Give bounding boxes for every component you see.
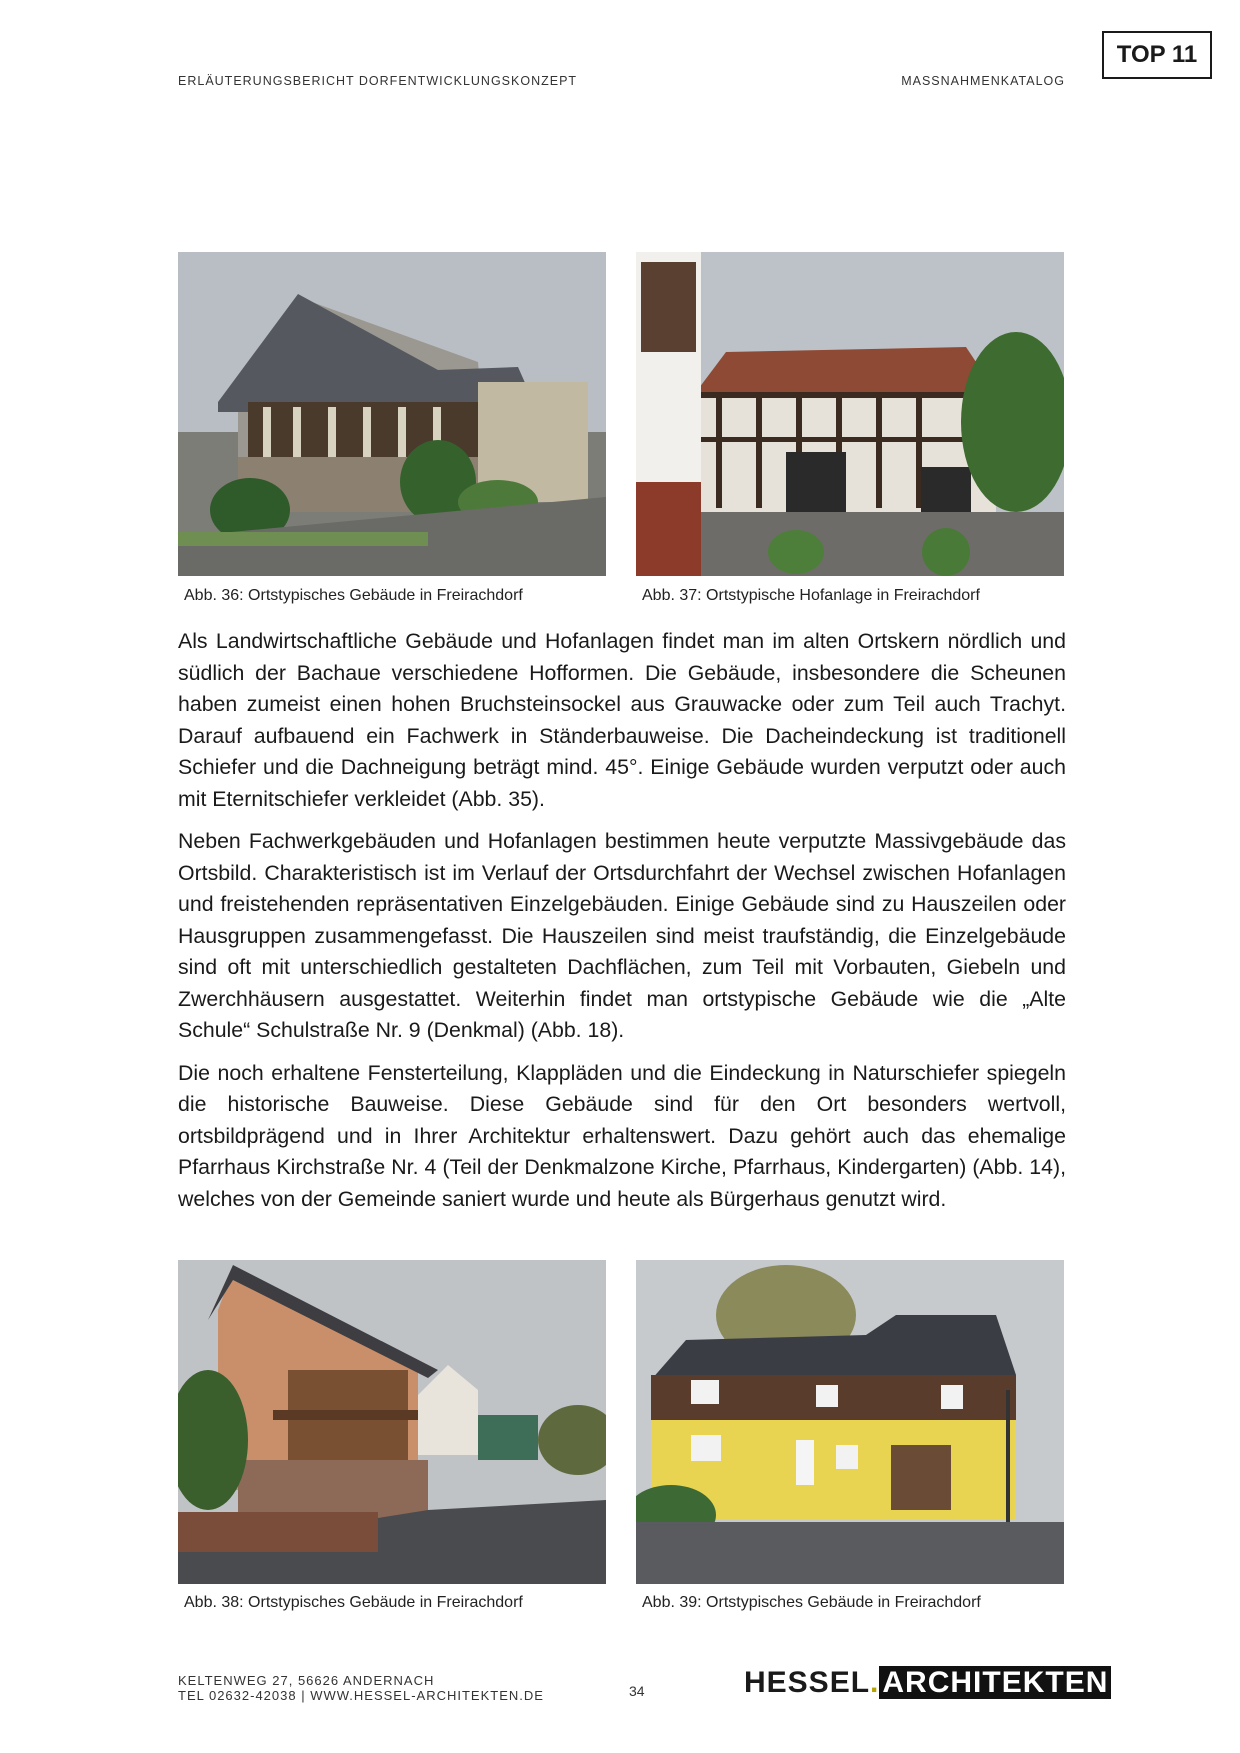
photo-yellow-house: [636, 1260, 1064, 1584]
caption-fig36: Abb. 36: Ortstypisches Gebäude in Freirachdorf: [184, 587, 523, 604]
caption-fig39: Abb. 39: Ortstypisches Gebäude in Freirachdorf: [642, 1594, 981, 1611]
page-number: 34: [629, 1683, 645, 1699]
logo-dot: .: [870, 1666, 880, 1699]
footer-address: [178, 1673, 544, 1703]
top-badge: TOP 11: [1102, 31, 1212, 79]
body-text: [178, 626, 1066, 1226]
paragraph-1: Als Landwirtschaftliche Gebäude und Hofanlagen findet man im alten Ortskern nördlich und südlich der Bachaue verschiedene Hofformen. Die Gebäude, insbesondere die Scheunen haben zumeist einen hohen Bruchsteinsockel aus Grauwacke oder zum Teil auch Trachyt. Darauf aufbauend ein Fachwerk in Ständerbauweise. Die Dacheindeckung ist traditionell Schiefer und die Dachneigung beträgt mind. 45°. Einige Gebäude wurden verputzt oder auch mit Eternitschiefer verkleidet (Abb. 35).: [178, 629, 1066, 811]
logo-text-left: HESSEL: [744, 1666, 871, 1699]
document-title: ERLÄUTERUNGSBERICHT DORFENTWICKLUNGSKONZEPT: [178, 74, 578, 88]
caption-fig38: Abb. 38: Ortstypisches Gebäude in Freirachdorf: [184, 1594, 523, 1611]
photo-street-house: [178, 1260, 606, 1584]
footer-contact-line: TEL 02632-42038 | WWW.HESSEL-ARCHITEKTEN.DE: [178, 1688, 544, 1703]
paragraph-3: Die noch erhaltene Fensterteilung, Klappläden und die Eindeckung in Naturschiefer spiegeln die historische Bauweise. Diese Gebäude sind für den Ort besonders wertvoll, ortsbildprägend und in Ihrer Architektur erhaltenswert. Dazu gehört auch das ehemalige Pfarrhaus Kirchstraße Nr. 4 (Teil der Denkmalzone Kirche, Pfarrhaus, Kindergarten) (Abb. 14), welches von der Gemeinde saniert wurde und heute als Bürgerhaus genutzt wird.: [178, 1060, 1066, 1211]
photo-farmstead: [636, 252, 1064, 576]
company-logo: [744, 1666, 1111, 1700]
paragraph-2: Neben Fachwerkgebäuden und Hofanlagen bestimmen heute verputzte Massivgebäude das Ortsbild. Charakteristisch ist im Verlauf der Ortsdurchfahrt der Wechsel zwischen Hofanlagen und freistehenden repräsentativen Einzelgebäuden. Einige Gebäude sind zu Hauszeilen oder Hausgruppen zusammengefasst. Die Hauszeilen sind meist traufständig, die Einzelgebäude sind oft mit unterschiedlich gestalteten Dachflächen, zum Teil mit Vorbauten, Giebeln und Zwerchhäusern ausgestattet. Weiterhin findet man ortstypische Gebäude wie die „Alte Schule“ Schulstraße Nr. 9 (Denkmal) (Abb. 18).: [178, 829, 1066, 1042]
photo-half-timbered-barn: [178, 252, 606, 576]
footer-address-line: KELTENWEG 27, 56626 ANDERNACH: [178, 1673, 435, 1688]
caption-fig37: Abb. 37: Ortstypische Hofanlage in Freirachdorf: [642, 587, 980, 604]
logo-text-right: ARCHITEKTEN: [879, 1666, 1111, 1699]
section-title: MASSNAHMENKATALOG: [901, 74, 1065, 88]
